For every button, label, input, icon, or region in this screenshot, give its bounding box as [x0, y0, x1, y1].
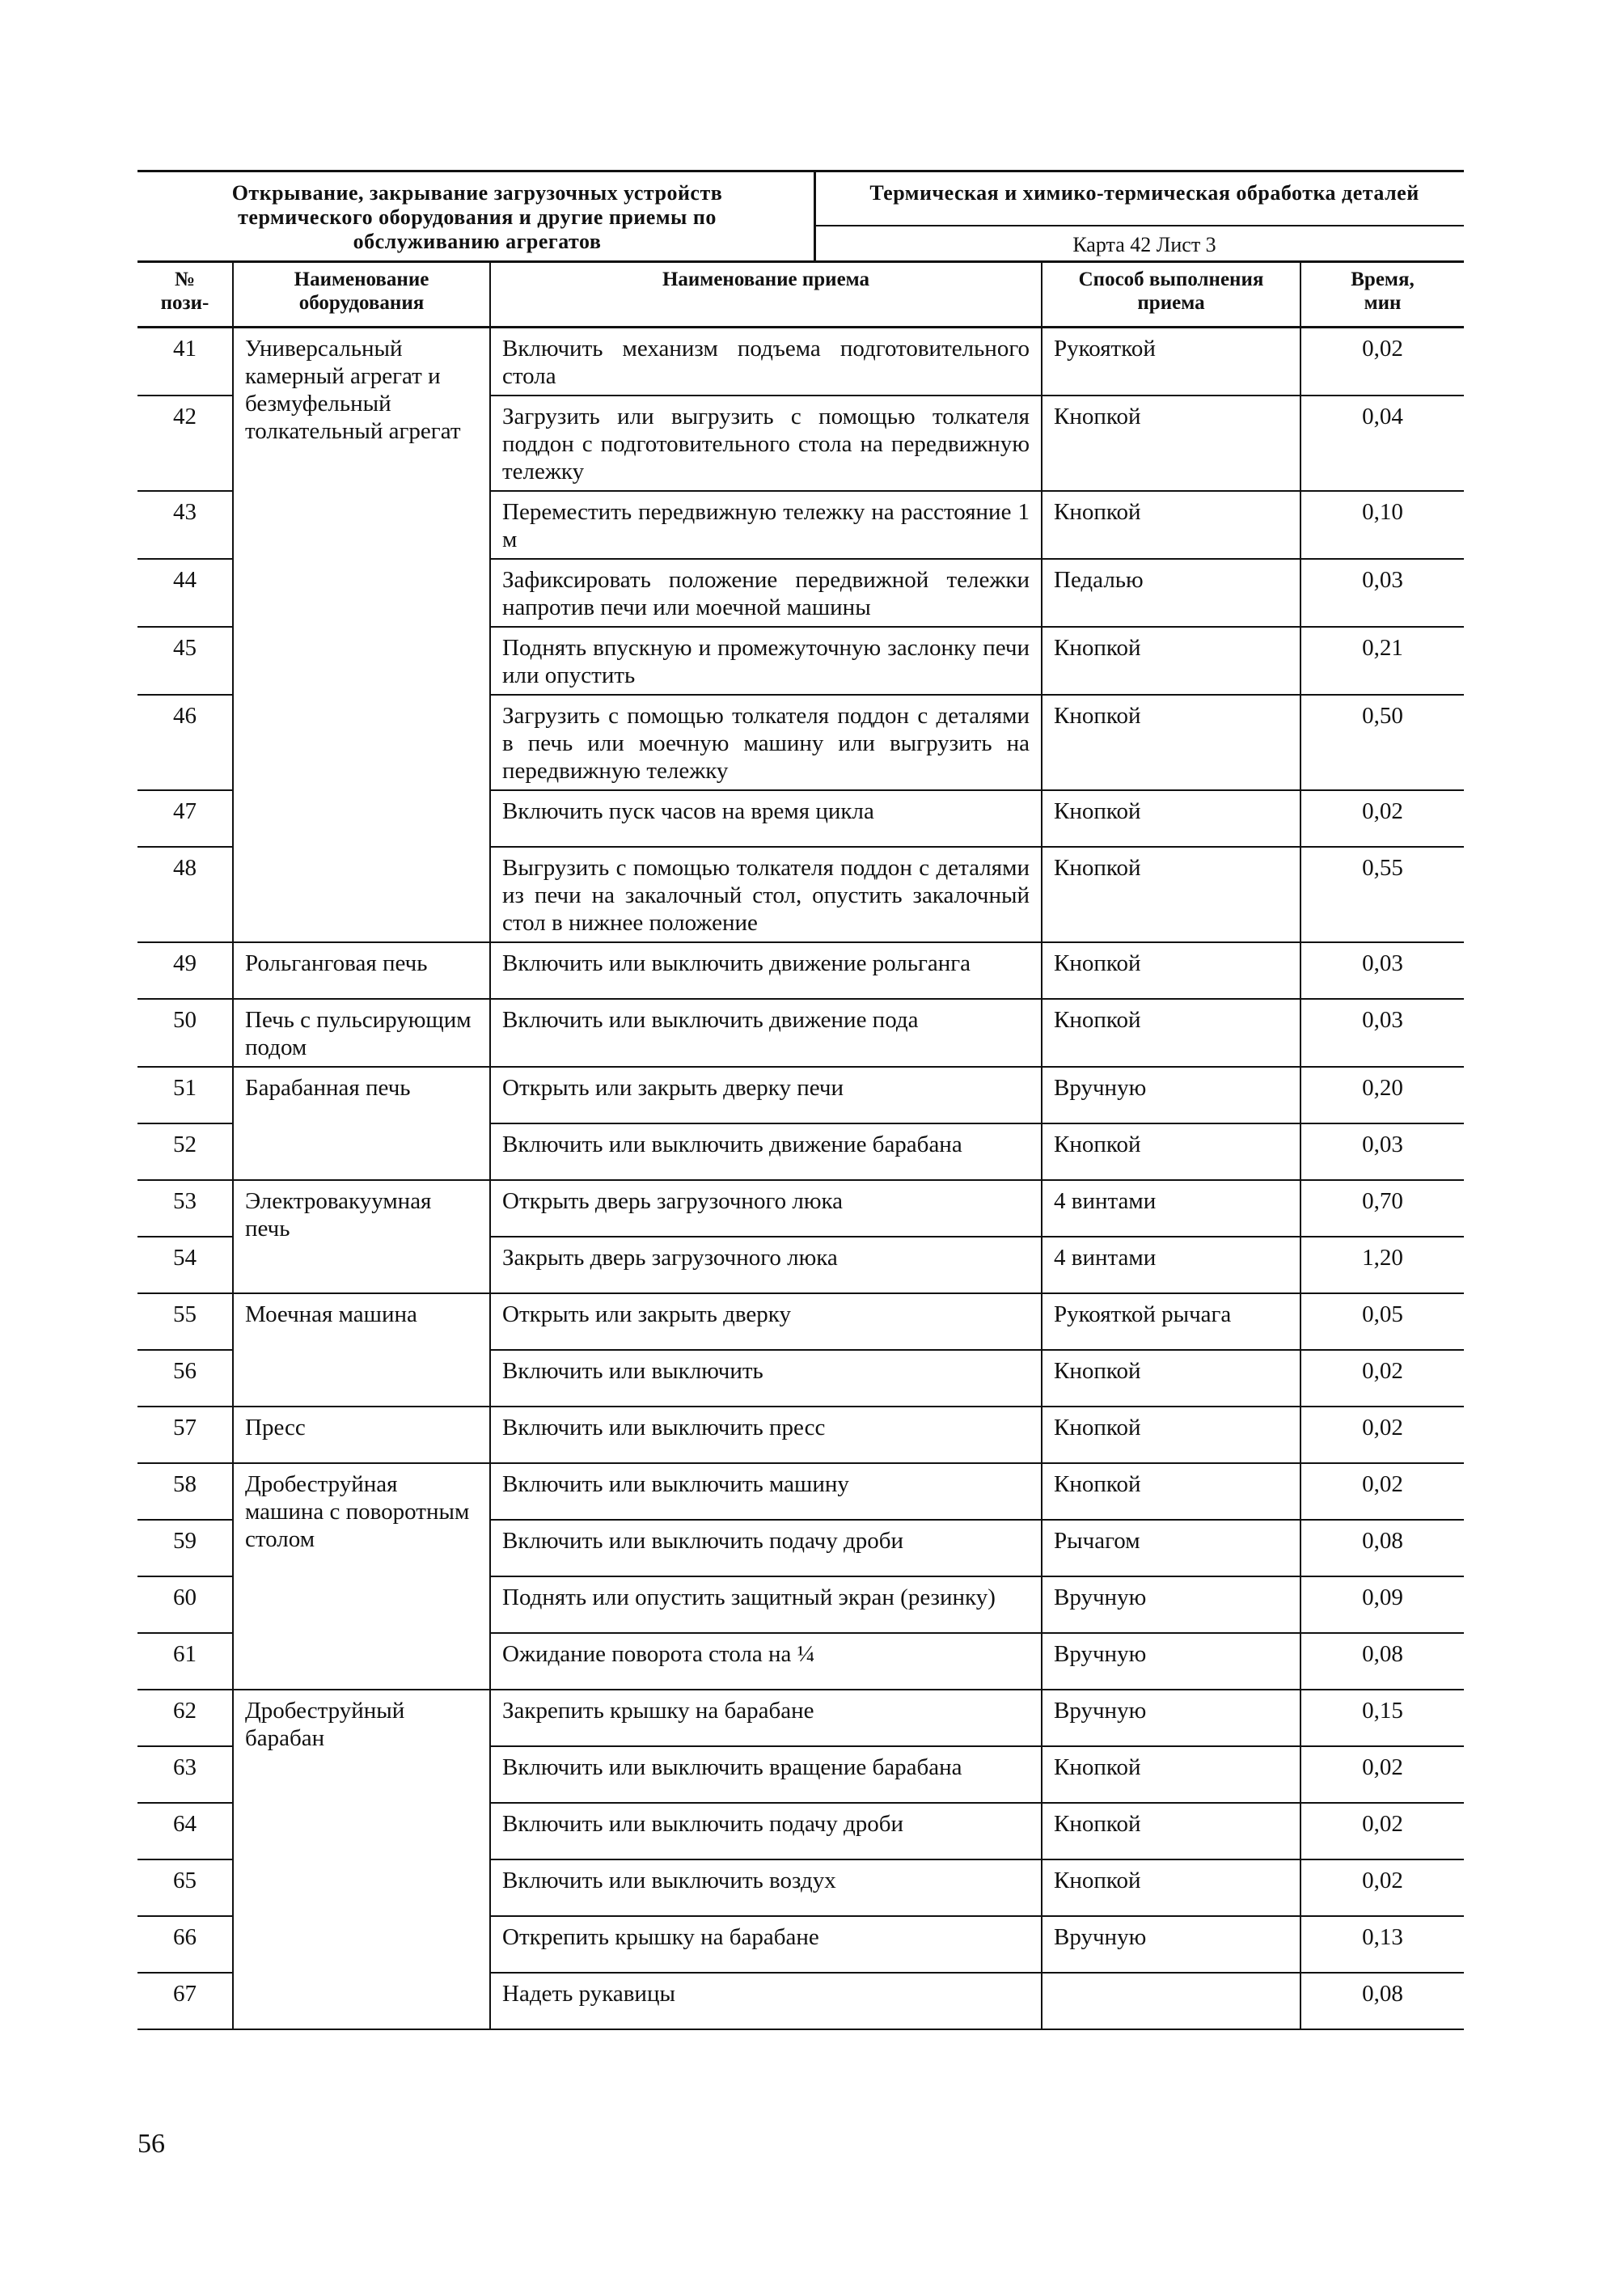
time-value: 0,03 — [1300, 559, 1464, 627]
method: Кнопкой — [1042, 999, 1300, 1067]
operation-name: Включить или выключить — [490, 1350, 1042, 1407]
method: Рукояткой рычага — [1042, 1293, 1300, 1350]
process-title: Термическая и химико-термическая обработка деталей — [869, 181, 1419, 205]
column-header-line: мин — [1364, 292, 1402, 314]
equipment-name: Барабанная печь — [233, 1067, 490, 1180]
position-number: 58 — [137, 1463, 233, 1520]
time-value: 0,05 — [1300, 1293, 1464, 1350]
equipment-name: Рольганговая печь — [233, 942, 490, 999]
position-number: 49 — [137, 942, 233, 999]
position-number: 55 — [137, 1293, 233, 1350]
column-header-equipment — [233, 262, 490, 328]
time-value: 0,20 — [1300, 1067, 1464, 1123]
table-header-row — [137, 262, 1464, 328]
method: Вручную — [1042, 1633, 1300, 1690]
method: Кнопкой — [1042, 1746, 1300, 1803]
position-number: 44 — [137, 559, 233, 627]
position-number: 54 — [137, 1237, 233, 1293]
table-body — [137, 328, 1464, 2030]
operation-name: Открепить крышку на барабане — [490, 1916, 1042, 1973]
position-number: 65 — [137, 1859, 233, 1916]
time-value: 0,03 — [1300, 942, 1464, 999]
page-number: 56 — [137, 2129, 165, 2159]
table-row — [137, 942, 1464, 999]
time-value: 0,02 — [1300, 1803, 1464, 1859]
method: Кнопкой — [1042, 1350, 1300, 1407]
column-header-line: Наименование — [294, 269, 429, 290]
method: Кнопкой — [1042, 627, 1300, 695]
position-number: 45 — [137, 627, 233, 695]
time-value: 0,70 — [1300, 1180, 1464, 1237]
operation-name: Надеть рукавицы — [490, 1973, 1042, 2029]
time-value: 0,02 — [1300, 1463, 1464, 1520]
position-number: 64 — [137, 1803, 233, 1859]
header-divider — [814, 170, 816, 260]
position-number: 50 — [137, 999, 233, 1067]
position-number: 42 — [137, 396, 233, 491]
equipment-name: Пресс — [233, 1407, 490, 1463]
time-value: 0,55 — [1300, 847, 1464, 942]
section-title — [154, 181, 801, 254]
method: Рычагом — [1042, 1520, 1300, 1576]
method: Рукояткой — [1042, 328, 1300, 396]
method: Кнопкой — [1042, 1123, 1300, 1180]
time-value: 0,02 — [1300, 1746, 1464, 1803]
operation-name: Загрузить или выгрузить с помощью толкателя поддон с подготовительного стола на передвижную тележку — [490, 396, 1042, 491]
operation-name: Открыть дверь загрузочного люка — [490, 1180, 1042, 1237]
position-number: 63 — [137, 1746, 233, 1803]
position-number: 47 — [137, 790, 233, 847]
operation-name: Ожидание поворота стола на ¼ — [490, 1633, 1042, 1690]
time-value: 0,02 — [1300, 790, 1464, 847]
operation-name: Поднять или опустить защитный экран (резинку) — [490, 1576, 1042, 1633]
operation-name: Зафиксировать положение передвижной тележки напротив печи или моечной машины — [490, 559, 1042, 627]
operation-name: Загрузить с помощью толкателя поддон с деталями в печь или моечную машину или выгрузить на передвижную тележку — [490, 695, 1042, 790]
column-header-line: оборудования — [298, 292, 425, 314]
time-value: 0,09 — [1300, 1576, 1464, 1633]
operation-name: Включить или выключить подачу дроби — [490, 1520, 1042, 1576]
operation-name: Закрыть дверь загрузочного люка — [490, 1237, 1042, 1293]
time-value: 0,21 — [1300, 627, 1464, 695]
header-top-rule — [137, 170, 1464, 172]
operation-name: Включить механизм подъема подготовительного стола — [490, 328, 1042, 396]
method: Вручную — [1042, 1576, 1300, 1633]
method: Вручную — [1042, 1916, 1300, 1973]
operation-name: Переместить передвижную тележку на расстояние 1 м — [490, 491, 1042, 559]
method: Кнопкой — [1042, 790, 1300, 847]
method: Вручную — [1042, 1690, 1300, 1746]
position-number: 52 — [137, 1123, 233, 1180]
position-number: 66 — [137, 1916, 233, 1973]
equipment-name: Моечная машина — [233, 1293, 490, 1407]
time-value: 0,02 — [1300, 1350, 1464, 1407]
operation-name: Включить или выключить подачу дроби — [490, 1803, 1042, 1859]
method: Вручную — [1042, 1067, 1300, 1123]
table-row — [137, 1180, 1464, 1237]
operation-name: Закрепить крышку на барабане — [490, 1690, 1042, 1746]
column-header-line: приема — [1137, 292, 1205, 314]
column-header-line: № — [174, 269, 196, 290]
method: 4 винтами — [1042, 1237, 1300, 1293]
method: Кнопкой — [1042, 1407, 1300, 1463]
column-header-operation: Наименование приема — [490, 262, 1042, 328]
section-title-line: Открывание, закрывание загрузочных устройств — [231, 181, 723, 205]
method: Кнопкой — [1042, 942, 1300, 999]
time-value: 0,10 — [1300, 491, 1464, 559]
method: Кнопкой — [1042, 1463, 1300, 1520]
operations-table — [137, 260, 1464, 2030]
column-header-time — [1300, 262, 1464, 328]
time-value: 0,15 — [1300, 1690, 1464, 1746]
header-mid-rule — [814, 225, 1464, 226]
operation-name: Включить или выключить машину — [490, 1463, 1042, 1520]
time-value: 0,04 — [1300, 396, 1464, 491]
time-value: 0,02 — [1300, 1407, 1464, 1463]
method: Кнопкой — [1042, 1803, 1300, 1859]
operation-name: Включить или выключить воздух — [490, 1859, 1042, 1916]
operation-name: Открыть или закрыть дверку — [490, 1293, 1042, 1350]
equipment-name: Электровакуумная печь — [233, 1180, 490, 1293]
position-number: 60 — [137, 1576, 233, 1633]
position-number: 59 — [137, 1520, 233, 1576]
time-value: 0,02 — [1300, 1859, 1464, 1916]
time-value: 0,08 — [1300, 1520, 1464, 1576]
column-header-line: Способ выполнения — [1078, 269, 1264, 290]
method: Кнопкой — [1042, 1859, 1300, 1916]
position-number: 56 — [137, 1350, 233, 1407]
table-row — [137, 1293, 1464, 1350]
equipment-name: Печь с пульсирующим подом — [233, 999, 490, 1067]
table-row — [137, 1407, 1464, 1463]
table-row — [137, 1690, 1464, 1746]
time-value: 0,13 — [1300, 1916, 1464, 1973]
operation-name: Включить или выключить движение барабана — [490, 1123, 1042, 1180]
time-value: 0,08 — [1300, 1973, 1464, 2029]
time-value: 0,03 — [1300, 1123, 1464, 1180]
operation-name: Включить или выключить движение пода — [490, 999, 1042, 1067]
position-number: 61 — [137, 1633, 233, 1690]
position-number: 48 — [137, 847, 233, 942]
operation-name: Включить или выключить пресс — [490, 1407, 1042, 1463]
time-value: 0,08 — [1300, 1633, 1464, 1690]
operation-name: Поднять впускную и промежуточную заслонку печи или опустить — [490, 627, 1042, 695]
time-value: 0,03 — [1300, 999, 1464, 1067]
method: Кнопкой — [1042, 695, 1300, 790]
equipment-name: Дробеструйный барабан — [233, 1690, 490, 2029]
table-row — [137, 999, 1464, 1067]
column-header-line: пози- — [160, 292, 209, 314]
card-sheet-label: Карта 42 Лист 3 — [1072, 233, 1216, 256]
operation-name: Включить или выключить вращение барабана — [490, 1746, 1042, 1803]
position-number: 46 — [137, 695, 233, 790]
method: Кнопкой — [1042, 491, 1300, 559]
position-number: 57 — [137, 1407, 233, 1463]
card-header — [137, 170, 1464, 260]
equipment-name: Дробеструйная машина с поворотным столом — [233, 1463, 490, 1690]
table-row — [137, 328, 1464, 396]
equipment-name: Универсальный камерный агрегат и безмуфельный толкательный агрегат — [233, 328, 490, 943]
method: Педалью — [1042, 559, 1300, 627]
method: Кнопкой — [1042, 847, 1300, 942]
position-number: 51 — [137, 1067, 233, 1123]
operation-name: Выгрузить с помощью толкателя поддон с деталями из печи на закалочный стол, опустить закалочный стол в нижнее положение — [490, 847, 1042, 942]
section-title-line: обслуживанию агрегатов — [353, 230, 602, 253]
table-row — [137, 1067, 1464, 1123]
section-title-line: термического оборудования и другие приемы по — [238, 205, 717, 229]
method — [1042, 1973, 1300, 2029]
position-number: 67 — [137, 1973, 233, 2029]
operation-name: Открыть или закрыть дверку печи — [490, 1067, 1042, 1123]
time-value: 1,20 — [1300, 1237, 1464, 1293]
method: 4 винтами — [1042, 1180, 1300, 1237]
column-header-line: Время, — [1351, 269, 1415, 290]
position-number: 53 — [137, 1180, 233, 1237]
position-number: 62 — [137, 1690, 233, 1746]
column-header-pos — [137, 262, 233, 328]
time-value: 0,02 — [1300, 328, 1464, 396]
time-value: 0,50 — [1300, 695, 1464, 790]
position-number: 43 — [137, 491, 233, 559]
method: Кнопкой — [1042, 396, 1300, 491]
position-number: 41 — [137, 328, 233, 396]
operation-name: Включить пуск часов на время цикла — [490, 790, 1042, 847]
operation-name: Включить или выключить движение рольганга — [490, 942, 1042, 999]
column-header-method — [1042, 262, 1300, 328]
table-row — [137, 1463, 1464, 1520]
